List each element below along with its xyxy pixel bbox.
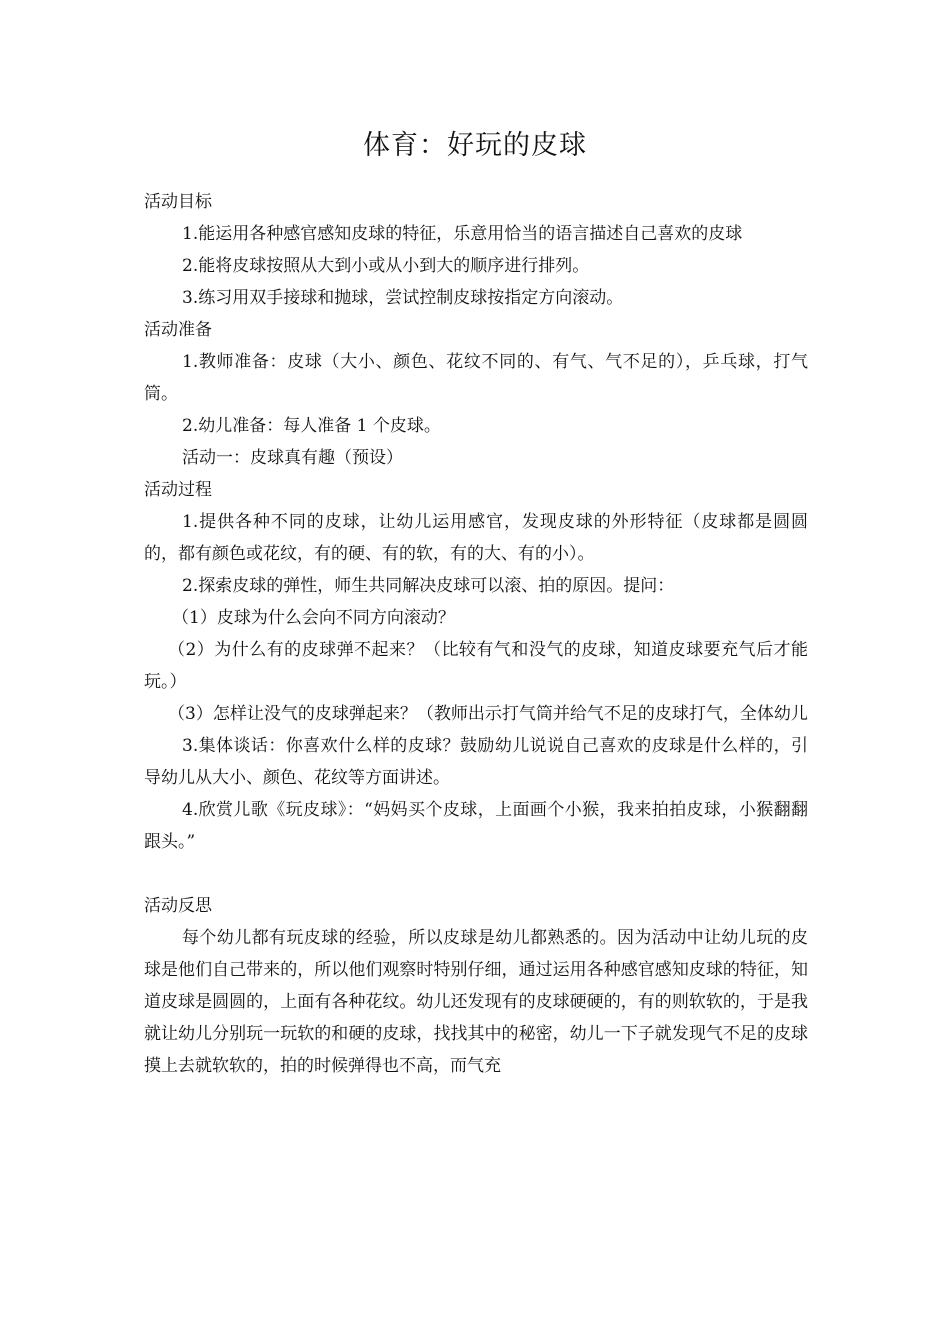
process-question: （1）皮球为什么会向不同方向滚动？	[172, 608, 455, 628]
section-heading-goals: 活动目标	[144, 192, 212, 212]
goal-item: 1.能运用各种感官感知皮球的特征，乐意用恰当的语言描述自己喜欢的皮球	[182, 224, 743, 244]
prep-item: 1.教师准备：皮球（大小、颜色、花纹不同的、有气、气不足的），乒乓球，打气筒。	[144, 352, 808, 404]
process-question: （3）怎样让没气的皮球弹起来？（教师出示打气筒并给气不足的皮球打气，全体幼儿	[168, 704, 808, 724]
paragraph-spacer	[144, 858, 808, 890]
process-item: 3.集体谈话：你喜欢什么样的皮球？鼓励幼儿说说自己喜欢的皮球是什么样的，引导幼儿从大小、颜色、花纹等方面讲述。	[144, 736, 808, 788]
activity-subtitle: 活动一：皮球真有趣（预设）	[182, 448, 403, 468]
section-heading-prep: 活动准备	[144, 320, 212, 340]
section-heading-process: 活动过程	[144, 480, 212, 500]
document-body	[144, 186, 808, 1082]
process-item: 4.欣赏儿歌《玩皮球》：“妈妈买个皮球，上面画个小猴，我来拍拍皮球，小猴翻翻跟头。”	[144, 800, 808, 852]
process-item: 1.提供各种不同的皮球，让幼儿运用感官，发现皮球的外形特征（皮球都是圆圆的，都有颜色或花纹，有的硬、有的软，有的大、有的小）。	[144, 512, 808, 564]
section-heading-reflection: 活动反思	[144, 896, 212, 916]
goal-item: 3.练习用双手接球和抛球，尝试控制皮球按指定方向滚动。	[182, 288, 624, 308]
process-question: （2）为什么有的皮球弹不起来？（比较有气和没气的皮球，知道皮球要充气后才能玩。）	[144, 640, 808, 692]
prep-item: 2.幼儿准备：每人准备 1 个皮球。	[182, 416, 441, 436]
process-item: 2.探索皮球的弹性，师生共同解决皮球可以滚、拍的原因。提问：	[182, 576, 675, 596]
goal-item: 2.能将皮球按照从大到小或从小到大的顺序进行排列。	[182, 256, 590, 276]
page-title: 体育：好玩的皮球	[363, 130, 587, 161]
reflection-paragraph: 每个幼儿都有玩皮球的经验，所以皮球是幼儿都熟悉的。因为活动中让幼儿玩的皮球是他们自己带来的，所以他们观察时特别仔细，通过运用各种感官感知皮球的特征，知道皮球是圆圆的，上面有各种花纹。幼儿还发现有的皮球硬硬的，有的则软软的，于是我就让幼儿分别玩一玩软的和硬的皮球，找找其中的秘密，幼儿一下子就发现气不足的皮球摸上去就软软的，拍的时候弹得也不高，而气充	[144, 928, 808, 1076]
